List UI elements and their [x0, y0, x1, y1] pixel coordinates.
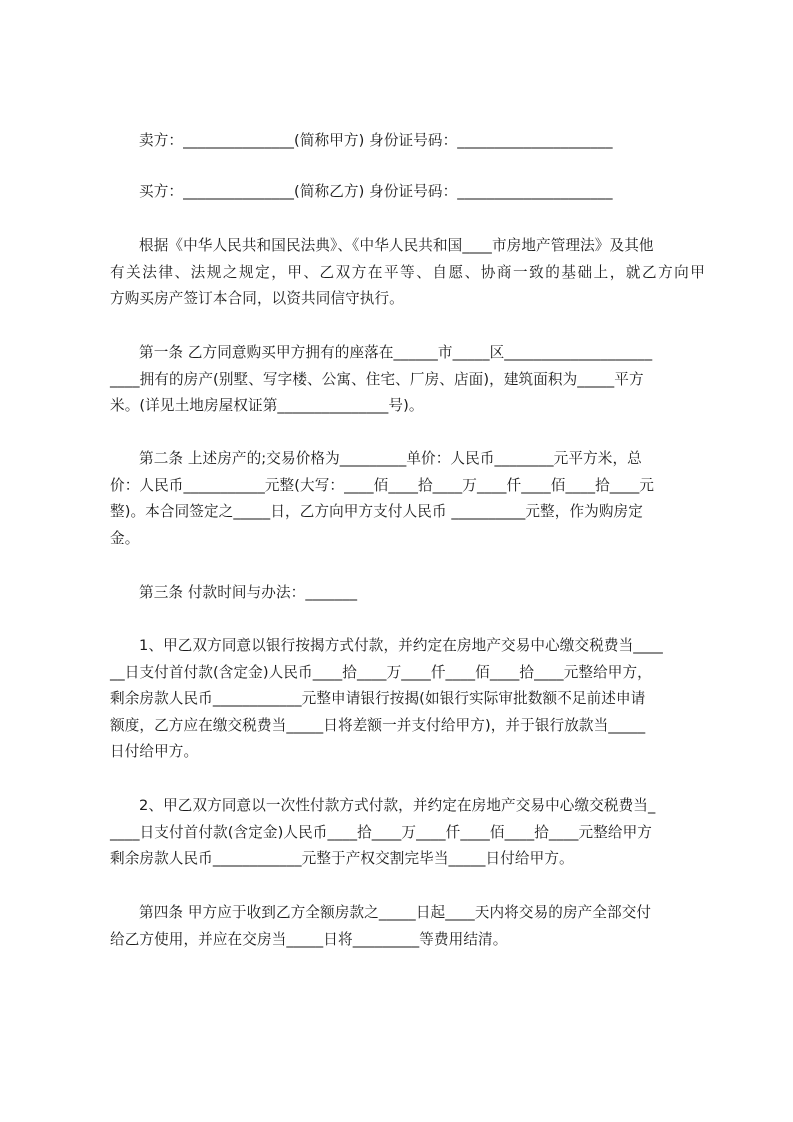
article-2-line: 整)。本合同签定之_____日，乙方向甲方支付人民币 __________元整，作为购房定 — [110, 503, 643, 520]
buyer-line-text: 买方：_______________(简称乙方) 身份证号码：_____________________ — [139, 183, 613, 200]
article-4-paragraph — [110, 900, 705, 953]
preamble-paragraph — [110, 233, 705, 313]
article-2-paragraph — [110, 446, 705, 552]
article-3-title-text: 第三条 付款时间与办法：_______ — [139, 584, 358, 601]
article-3-item-1-line: 剩余房款人民币____________元整申请银行按揭(如银行实际审批数额不足前述申请 — [110, 690, 646, 707]
article-1-paragraph — [110, 340, 705, 420]
preamble-line: 方购买房产签订本合同，以资共同信守执行。 — [110, 290, 404, 307]
article-2-line: 第二条 上述房产的;交易价格为_________单价：人民币________元平方米，总 — [139, 450, 642, 467]
article-3-item-2 — [110, 793, 705, 873]
article-3-item-1-line: __日支付首付款(含定金)人民币____拾____万____仟____佰____拾____元整给甲方， — [110, 663, 652, 681]
preamble-line: 有关法律、法规之规定，甲、乙双方在平等、自愿、协商一致的基础上，就乙方向甲 — [110, 263, 705, 281]
preamble-line: 根据《中华人民共和国民法典》、《中华人民共和国____市房地产管理法》及其他 — [139, 237, 654, 254]
article-3-item-1-line: 日付给甲方。 — [110, 743, 199, 760]
article-3-title — [110, 580, 705, 607]
article-3-item-1 — [110, 633, 705, 766]
article-1-line: 米。(详见土地房屋权证第_______________号)。 — [110, 397, 424, 414]
article-3-item-1-line: 额度，乙方应在缴交税费当_____日将差额一并支付给甲方)，并于银行放款当_____ — [110, 716, 646, 734]
seller-line — [110, 128, 705, 155]
article-3-item-1-line: 1、甲乙双方同意以银行按揭方式付款，并约定在房地产交易中心缴交税费当____ — [139, 637, 663, 654]
article-3-item-2-line: 剩余房款人民币____________元整于产权交割完毕当_____日付给甲方。 — [110, 850, 574, 867]
article-4-line: 给乙方使用，并应在交房当_____日将_________等费用结清。 — [110, 930, 508, 948]
article-4-line: 第四条 甲方应于收到乙方全额房款之_____日起____天内将交易的房产全部交付 — [139, 904, 652, 921]
seller-line-text: 卖方：_______________(简称甲方) 身份证号码：_____________________ — [139, 132, 613, 149]
article-1-line: ____拥有的房产(别墅、写字楼、公寓、住宅、厂房、店面)，建筑面积为_____平方 — [110, 370, 644, 388]
article-1-line: 第一条 乙方同意购买甲方拥有的座落在______市_____区____________________ — [139, 344, 653, 361]
article-3-item-2-line: 2、甲乙双方同意以一次性付款方式付款，并约定在房地产交易中心缴交税费当_ — [139, 797, 656, 814]
article-2-line: 金。 — [110, 529, 140, 547]
buyer-line — [110, 179, 705, 206]
article-2-line: 价：人民币___________元整(大写：____佰____拾____万____仟____佰____拾____元 — [110, 476, 655, 494]
article-3-item-2-line: ____日支付首付款(含定金)人民币____拾____万____仟____佰____拾____元整给甲方 — [110, 823, 652, 841]
